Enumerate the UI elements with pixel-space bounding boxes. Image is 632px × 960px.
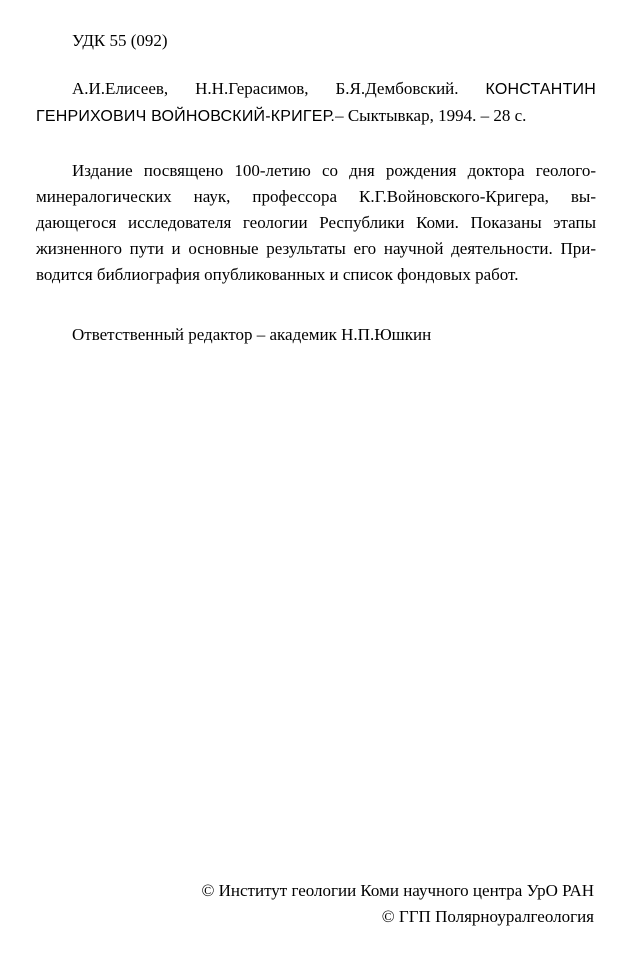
abstract-line: жизненного пути и основные результаты его научной деятельности. При- <box>36 239 596 258</box>
udk-classification: УДК 55 (092) <box>72 31 168 50</box>
bib-line-2 <box>36 103 596 130</box>
bibliographic-entry <box>36 76 596 130</box>
responsible-editor: Ответственный редактор – академик Н.П.Юшкин <box>72 325 432 344</box>
abstract-line: дающегося исследователя геологии Республики Коми. Показаны этапы <box>36 213 596 232</box>
bib-title-part-1: КОНСТАНТИН <box>485 81 596 98</box>
bib-title-part-2: ГЕНРИХОВИЧ ВОЙНОВСКИЙ-КРИГЕР. <box>36 108 336 125</box>
abstract-line: водится библиография опубликованных и список фондовых работ. <box>36 265 519 284</box>
copyright-line-2: © ГГП Полярноуралгеология <box>381 907 594 926</box>
abstract-paragraph <box>36 158 596 288</box>
abstract-line: минералогических наук, профессора К.Г.Войновского-Кригера, вы- <box>36 187 596 206</box>
bib-line-1 <box>36 76 596 103</box>
copyright-line-1: © Институт геологии Коми научного центра УрО РАН <box>201 881 594 900</box>
bib-authors: А.И.Елисеев, Н.Н.Герасимов, Б.Я.Дембовский. <box>72 79 459 98</box>
copyright-block <box>201 878 594 930</box>
abstract-line: Издание посвящено 100-летию со дня рождения доктора геолого- <box>72 161 596 180</box>
bib-imprint: – Сыктывкар, 1994. – 28 с. <box>335 106 527 125</box>
